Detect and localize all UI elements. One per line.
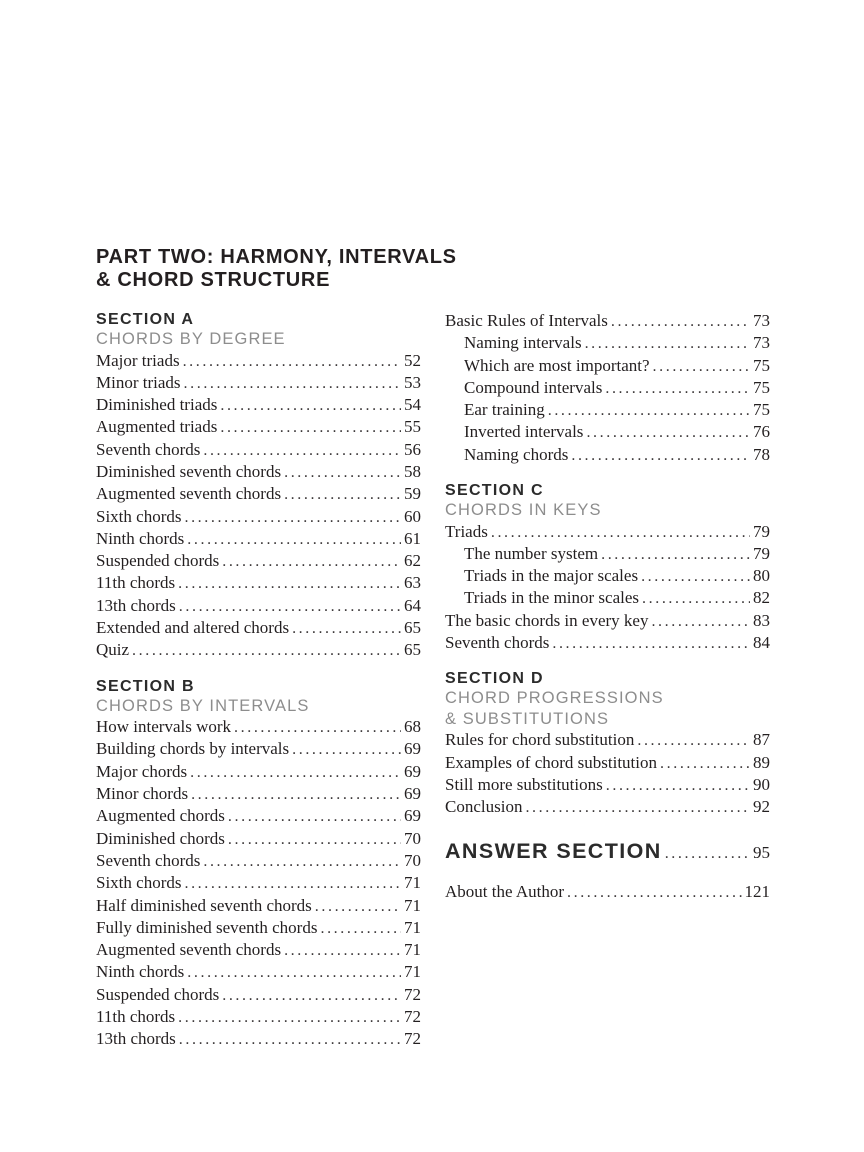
dot-leader [552, 632, 750, 654]
dot-leader [220, 394, 401, 416]
toc-entry-page: 59 [404, 484, 421, 504]
dot-leader [203, 850, 401, 872]
toc-entry-label: Compound intervals [464, 377, 603, 397]
toc-entry-page: 69 [404, 806, 421, 826]
toc-section [96, 677, 421, 1051]
toc-entry-label: Triads in the major scales [464, 566, 639, 586]
toc-entry-label: Sixth chords [96, 506, 182, 526]
toc-entry [96, 483, 421, 505]
toc-entry [96, 416, 421, 438]
toc-entry-page: 52 [404, 350, 421, 370]
part-title [96, 246, 770, 291]
toc-entry-label: Naming intervals [464, 333, 582, 353]
toc-entry-label: About the Author [445, 881, 564, 901]
toc-entry-label: Minor triads [96, 372, 181, 392]
toc-entry-page: 90 [753, 774, 770, 794]
toc-entry-page: 58 [404, 461, 421, 481]
toc-entry-page: 55 [404, 417, 421, 437]
toc-entry-label: Seventh chords [96, 439, 201, 459]
part-title-line2: & CHORD STRUCTURE [96, 268, 331, 291]
toc-entry-label: Rules for chord substitution [445, 730, 635, 750]
dot-leader [491, 521, 750, 543]
toc-entry [96, 639, 421, 661]
toc-entry [96, 372, 421, 394]
toc-entry-group [445, 881, 770, 903]
dot-leader [203, 439, 401, 461]
toc-entry-label: Fully diminished seventh chords [96, 917, 318, 937]
toc-entry-page: 53 [404, 372, 421, 392]
toc-entry [445, 752, 770, 774]
toc-entry [96, 595, 421, 617]
toc-entry-label: Basic Rules of Intervals [445, 311, 608, 330]
dot-leader [234, 716, 401, 738]
dot-leader [548, 399, 750, 421]
toc-entry-label: The basic chords in every key [445, 610, 649, 630]
dot-leader [178, 572, 401, 594]
toc-entry [445, 377, 770, 399]
toc-entry-page: 68 [404, 717, 421, 737]
toc-entry [445, 565, 770, 587]
dot-leader [183, 350, 401, 372]
toc-entry-page: 92 [753, 797, 770, 817]
toc-entry-page: 71 [404, 940, 421, 960]
toc-entry-page: 73 [753, 311, 770, 330]
toc-entry-label: Seventh chords [96, 850, 201, 870]
toc-entry [96, 1006, 421, 1028]
toc-section [96, 310, 421, 662]
dot-leader [284, 939, 401, 961]
toc-entry [445, 421, 770, 443]
toc-entry-label: Extended and altered chords [96, 618, 290, 638]
toc-entry [96, 828, 421, 850]
toc-entry [445, 310, 770, 332]
section-subheading: CHORDS BY DEGREE [96, 330, 286, 348]
toc-entry [96, 939, 421, 961]
toc-entry-label: Building chords by intervals [96, 739, 290, 759]
dot-leader [228, 805, 401, 827]
toc-entry [96, 461, 421, 483]
toc-entry [445, 729, 770, 751]
toc-entry [96, 716, 421, 738]
toc-entry [96, 1028, 421, 1050]
toc-entry-page: 71 [404, 873, 421, 893]
toc-entry-page: 82 [753, 588, 770, 608]
section-heading: SECTION B [96, 677, 195, 695]
dot-leader [179, 1028, 401, 1050]
toc-entry [445, 399, 770, 421]
toc-entry-label: 11th chords [96, 1007, 176, 1027]
toc-entry-page: 95 [753, 842, 770, 862]
toc-entry-label: Ninth chords [96, 528, 185, 548]
dot-leader [284, 483, 401, 505]
toc-entry-label: Sixth chords [96, 873, 182, 893]
part-title-line1: PART TWO: HARMONY, INTERVALS [96, 246, 457, 268]
toc-entry [445, 355, 770, 377]
toc-entry [96, 550, 421, 572]
dot-leader [665, 843, 750, 863]
toc-entry-label: The number system [464, 543, 599, 563]
toc-entry [96, 350, 421, 372]
toc-entry [96, 572, 421, 594]
dot-leader [605, 377, 750, 399]
section-subheading: & SUBSTITUTIONS [445, 709, 610, 728]
toc-entry [96, 394, 421, 416]
toc-entry-page: 75 [753, 400, 770, 420]
toc-entry [96, 761, 421, 783]
toc-entry-page: 54 [404, 395, 421, 415]
toc-entry-page: 69 [404, 761, 421, 781]
toc-entry-page: 76 [753, 422, 770, 442]
dot-leader [187, 961, 401, 983]
toc-entry-label: Triads [445, 521, 488, 541]
toc-entry-label: Augmented chords [96, 806, 225, 826]
toc-entry-page: 80 [753, 566, 770, 586]
toc-entry-label: Suspended chords [96, 984, 220, 1004]
section-subheading: CHORDS IN KEYS [445, 501, 602, 520]
toc-entry-page: 60 [404, 506, 421, 526]
toc-entry-label: Augmented triads [96, 417, 218, 437]
dot-leader [292, 738, 401, 760]
toc-entry-page: 61 [404, 528, 421, 548]
toc-entry [96, 617, 421, 639]
toc-entry-label: Triads in the minor scales [464, 588, 640, 608]
toc-entry [96, 917, 421, 939]
toc-entry [445, 444, 770, 466]
toc-entry [96, 984, 421, 1006]
section-heading: SECTION A [96, 311, 195, 328]
toc-entry [96, 528, 421, 550]
toc-entry [445, 543, 770, 565]
toc-entry-label: Inverted intervals [464, 422, 584, 442]
dot-leader [222, 550, 401, 572]
dot-leader [320, 917, 401, 939]
toc-entry [445, 610, 770, 632]
toc-entry [96, 506, 421, 528]
toc-entry-label: Half diminished seventh chords [96, 895, 312, 915]
dot-leader [585, 332, 750, 354]
toc-entry [445, 796, 770, 818]
toc-entry-page: 70 [404, 850, 421, 870]
answer-section-entry [445, 839, 770, 864]
dot-leader [179, 595, 401, 617]
dot-leader [315, 895, 401, 917]
section-subheading: CHORD PROGRESSIONS [445, 689, 664, 708]
dot-leader [660, 752, 750, 774]
toc-entry-label: Minor chords [96, 784, 189, 804]
toc-entry [96, 783, 421, 805]
toc-entry-page: 75 [753, 355, 770, 375]
toc-entry-page: 71 [404, 895, 421, 915]
toc-entry-label: Seventh chords [445, 633, 550, 653]
dot-leader [222, 984, 401, 1006]
dot-leader [184, 372, 401, 394]
toc-entry-page: 78 [753, 444, 770, 464]
dot-leader [220, 416, 401, 438]
toc-entry [96, 961, 421, 983]
dot-leader [611, 310, 750, 332]
dot-leader [132, 639, 401, 661]
toc-entry [445, 587, 770, 609]
dot-leader [651, 610, 750, 632]
toc-entry-label: Diminished chords [96, 828, 225, 848]
toc-entry [96, 850, 421, 872]
dot-leader [284, 461, 401, 483]
toc-entry-page: 73 [753, 333, 770, 353]
toc-entry-label: Still more substitutions [445, 774, 603, 794]
dot-leader [642, 587, 750, 609]
dot-leader [187, 528, 401, 550]
toc-entry-page: 79 [753, 543, 770, 563]
dot-leader [567, 881, 742, 903]
dot-leader [184, 506, 401, 528]
toc-column-left [96, 310, 421, 1051]
toc-entry [445, 881, 770, 903]
toc-entry-label: 13th chords [96, 595, 176, 615]
toc-entry [96, 738, 421, 760]
dot-leader [606, 774, 750, 796]
toc-section [445, 481, 770, 654]
toc-content [96, 246, 770, 1051]
dot-leader [571, 444, 750, 466]
dot-leader [653, 355, 750, 377]
toc-entry-label: Quiz [96, 640, 130, 660]
toc-entry-label: Conclusion [445, 797, 523, 817]
toc-entry [445, 632, 770, 654]
toc-entry [96, 439, 421, 461]
toc-entry-label: Diminished seventh chords [96, 461, 282, 481]
dot-leader [228, 828, 401, 850]
toc-entry-page: 71 [404, 962, 421, 982]
toc-entry-label: Major triads [96, 350, 180, 370]
toc-entry-page: 69 [404, 739, 421, 759]
toc-entry-page: 87 [753, 730, 770, 750]
answer-section-label: ANSWER SECTION [445, 838, 662, 863]
toc-entry-page: 121 [744, 881, 770, 901]
dot-leader [637, 729, 750, 751]
toc-section [445, 669, 770, 818]
toc-entry-label: Examples of chord substitution [445, 752, 658, 772]
toc-entry-page: 83 [753, 610, 770, 630]
dot-leader [586, 421, 750, 443]
toc-entry-page: 84 [753, 633, 770, 653]
toc-entry [445, 521, 770, 543]
toc-entry-page: 70 [404, 828, 421, 848]
toc-entry-label: Major chords [96, 761, 188, 781]
dot-leader [641, 565, 750, 587]
toc-entry [96, 895, 421, 917]
dot-leader [178, 1006, 401, 1028]
toc-column-right [445, 310, 770, 903]
toc-entry-page: 79 [753, 521, 770, 541]
toc-entry-label: Augmented seventh chords [96, 940, 282, 960]
toc-entry-label: 13th chords [96, 1029, 176, 1049]
toc-entry-page: 75 [753, 377, 770, 397]
toc-entry [96, 805, 421, 827]
toc-entry-label: How intervals work [96, 717, 232, 737]
toc-entry-label: Ninth chords [96, 962, 185, 982]
dot-leader [190, 761, 401, 783]
toc-entry-label: Suspended chords [96, 551, 220, 571]
dot-leader [191, 783, 401, 805]
toc-entry-page: 65 [404, 618, 421, 638]
section-subheading: CHORDS BY INTERVALS [96, 696, 310, 715]
dot-leader [525, 796, 750, 818]
toc-entry-page: 72 [404, 984, 421, 1004]
section-heading: SECTION C [445, 482, 544, 500]
toc-entry-label: Ear training [464, 400, 545, 420]
toc-entry-label: Diminished triads [96, 395, 218, 415]
toc-entry-page: 62 [404, 551, 421, 571]
toc-entry-group [445, 310, 770, 466]
toc-entry [96, 872, 421, 894]
toc-entry-label: Augmented seventh chords [96, 484, 282, 504]
toc-entry-label: 11th chords [96, 573, 176, 593]
dot-leader [184, 872, 401, 894]
toc-entry-page: 72 [404, 1007, 421, 1027]
toc-entry-page: 69 [404, 784, 421, 804]
toc-entry-label: Which are most important? [464, 355, 650, 375]
dot-leader [292, 617, 401, 639]
toc-entry-page: 63 [404, 573, 421, 593]
toc-entry [445, 332, 770, 354]
dot-leader [601, 543, 750, 565]
toc-entry-page: 65 [404, 640, 421, 660]
toc-entry-page: 71 [404, 917, 421, 937]
toc-entry-page: 56 [404, 439, 421, 459]
toc-entry [445, 774, 770, 796]
toc-columns [96, 310, 770, 1051]
toc-entry-label: Naming chords [464, 444, 569, 464]
toc-entry-page: 89 [753, 752, 770, 772]
toc-entry-page: 72 [404, 1029, 421, 1049]
toc-entry-page: 64 [404, 595, 421, 615]
section-heading: SECTION D [445, 670, 544, 688]
